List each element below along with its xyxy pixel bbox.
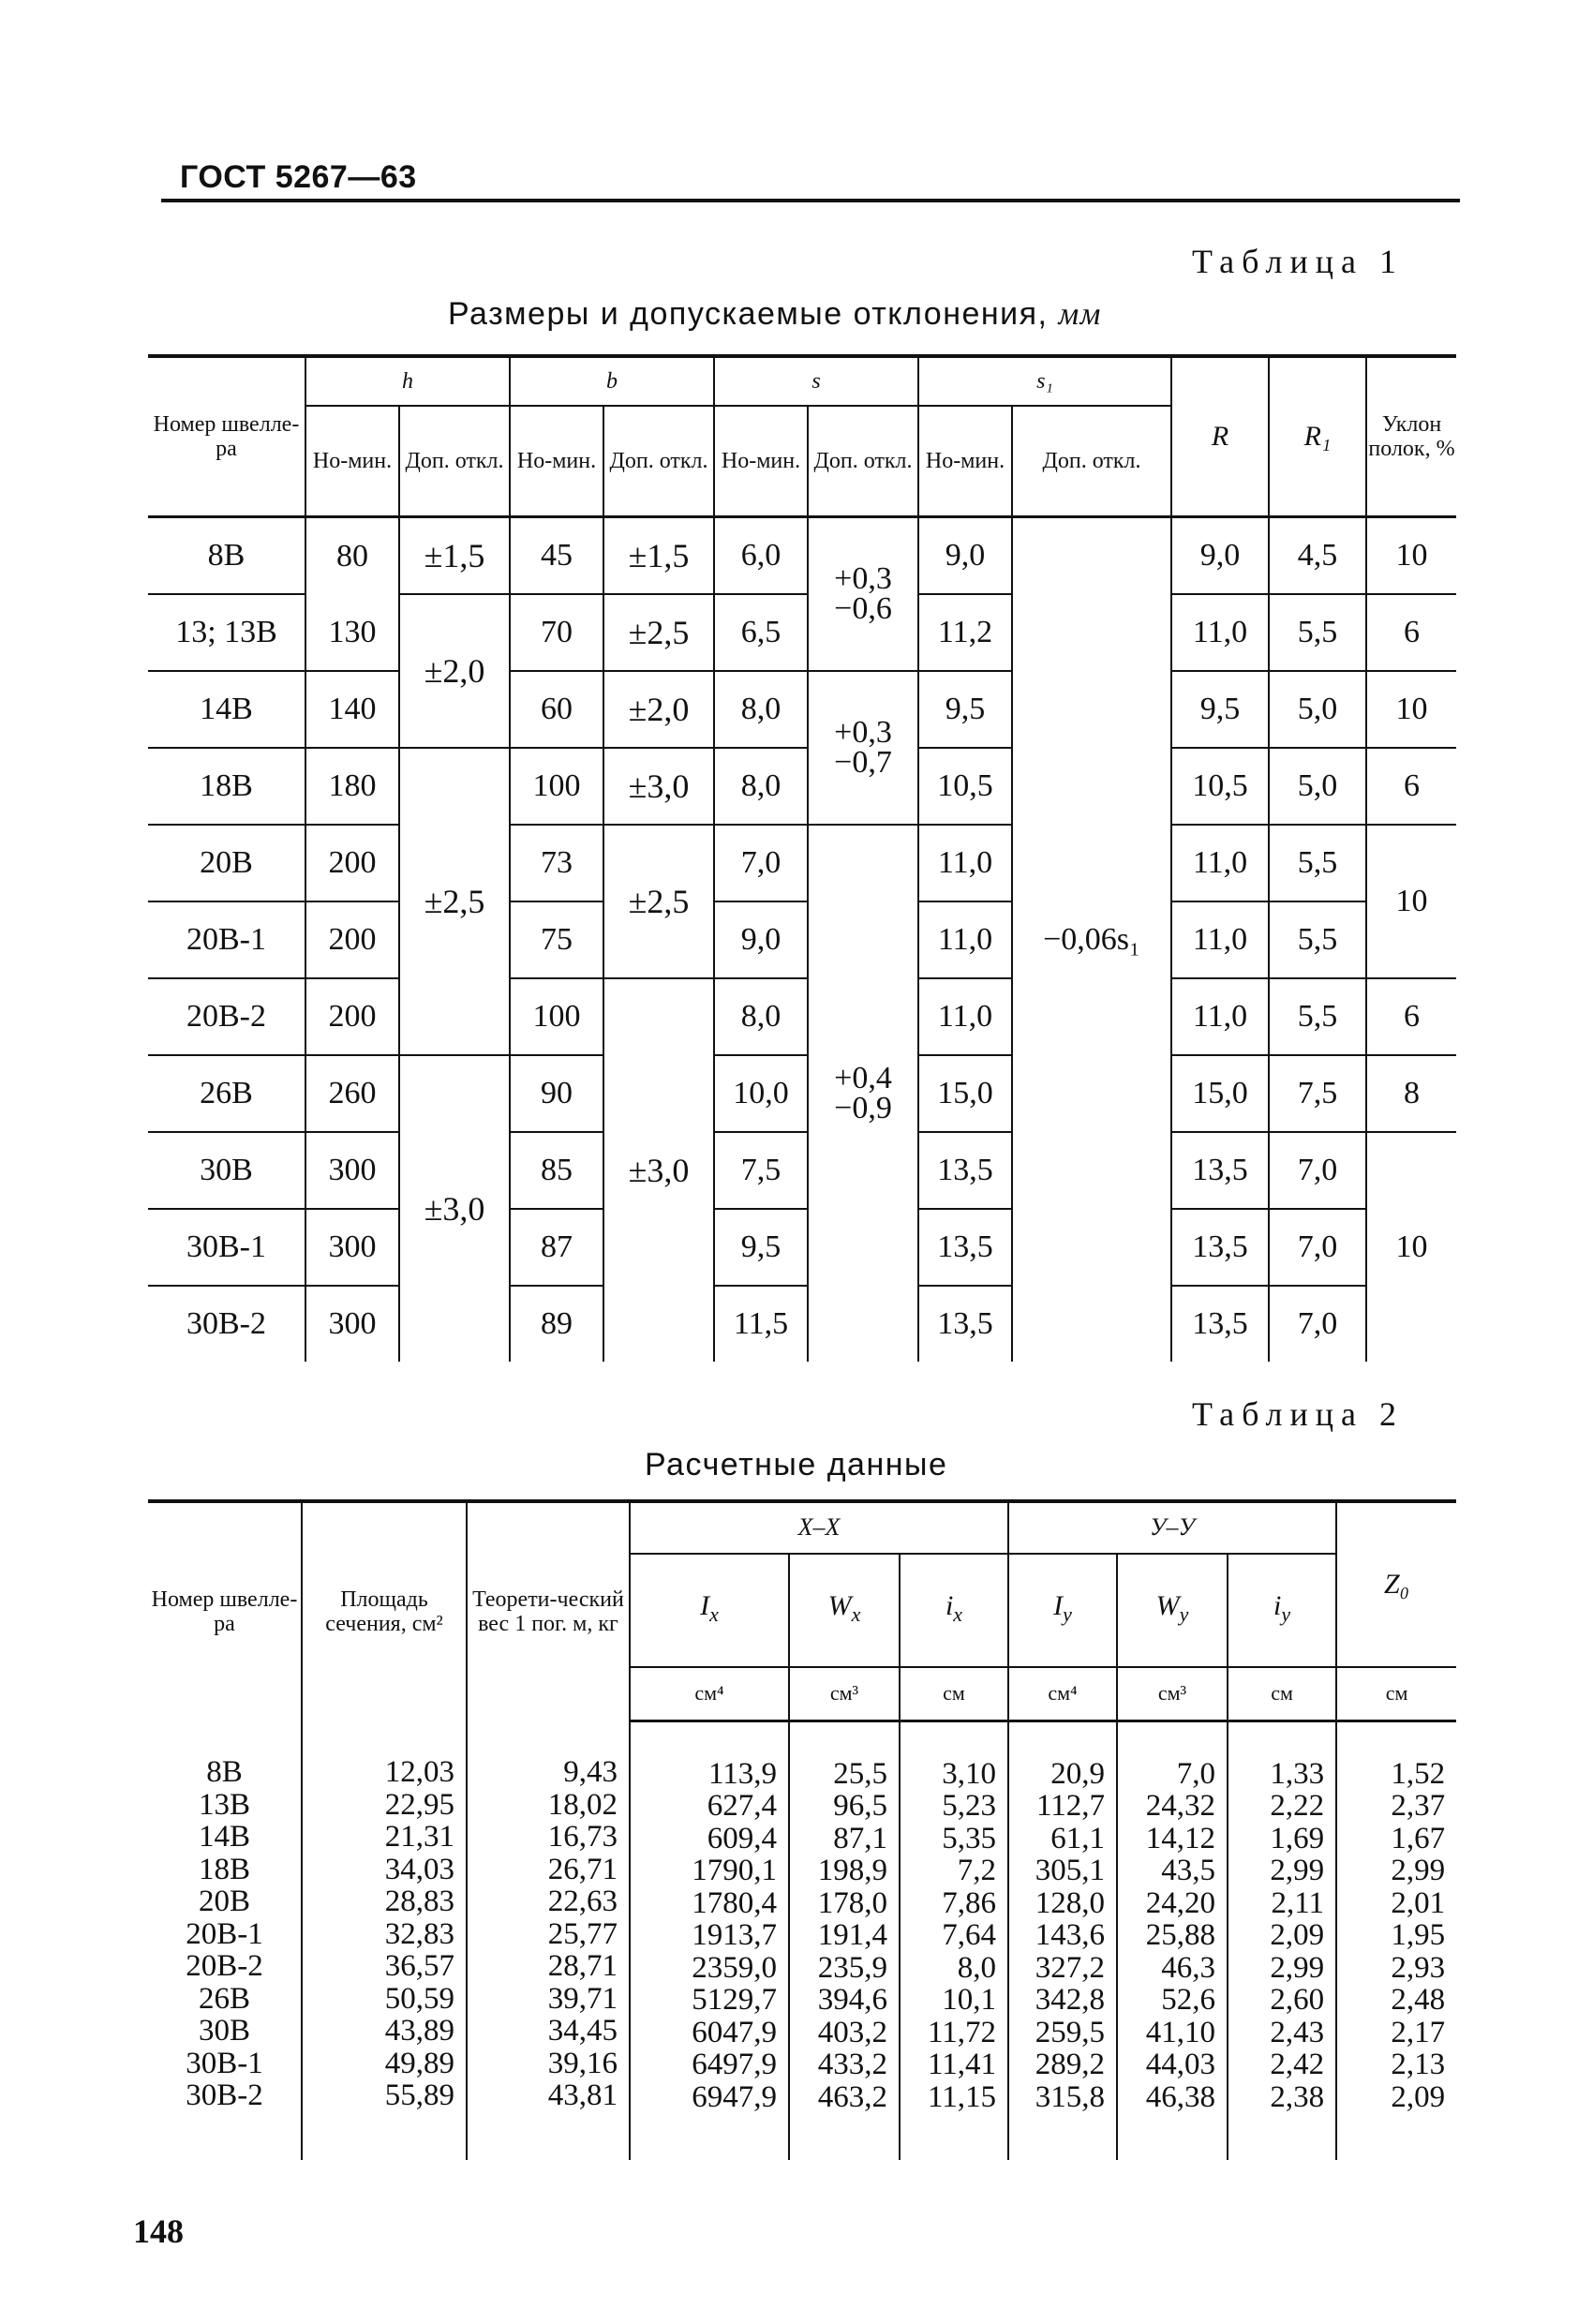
R-value: 13,5 xyxy=(1171,1209,1269,1286)
cell-number: 30В-2 xyxy=(186,2078,263,2112)
cell-Ix: 1913,7 xyxy=(692,1918,777,1952)
cell-Ix: 6947,9 xyxy=(692,2079,777,2114)
R1-value: 7,0 xyxy=(1269,1132,1366,1209)
unit-Wx: см³ xyxy=(789,1667,900,1721)
R-value: 11,0 xyxy=(1171,594,1269,671)
symbol-main: W xyxy=(1155,1589,1180,1621)
cell-Wy: 14,12 xyxy=(1145,1821,1216,1855)
table-row xyxy=(148,901,1456,978)
symbol-subscript: x xyxy=(953,1601,963,1626)
R-value: 11,0 xyxy=(1171,825,1269,901)
row-number: 13; 13В xyxy=(148,594,305,671)
col-Ix xyxy=(630,1721,789,2160)
h-dev: ±2,0 xyxy=(399,594,510,748)
symbol-main: W xyxy=(827,1589,852,1621)
h-nom: 300 xyxy=(305,1132,399,1209)
header-iy xyxy=(1228,1554,1336,1667)
h-nom: 130 xyxy=(305,594,399,671)
cell-Wx: 96,5 xyxy=(833,1789,887,1823)
header-number: Номер швелле-ра xyxy=(148,1501,302,1721)
cell-Wx: 394,6 xyxy=(817,1983,887,2017)
col-number xyxy=(148,1721,302,2160)
header-h: h xyxy=(305,356,510,406)
table-row xyxy=(148,1209,1456,1286)
R1-value: 5,5 xyxy=(1269,594,1366,671)
cell-Wy: 7,0 xyxy=(1176,1756,1216,1791)
cell-Iy: 61,1 xyxy=(1050,1821,1106,1855)
h-dev: ±1,5 xyxy=(399,517,510,595)
header-s-nom: Но-мин. xyxy=(714,406,808,517)
cell-iy: 2,99 xyxy=(1270,1854,1325,1887)
cell-weight: 9,43 xyxy=(563,1755,618,1789)
s1-nom: 9,0 xyxy=(918,517,1012,595)
header-R: R xyxy=(1171,356,1269,517)
h-nom: 200 xyxy=(305,825,399,901)
s1-nom: 13,5 xyxy=(918,1132,1012,1209)
cell-Ix: 1780,4 xyxy=(692,1885,777,1920)
header-rule xyxy=(161,199,1460,202)
header-ix xyxy=(900,1554,1008,1667)
cell-weight: 34,45 xyxy=(547,2014,618,2048)
h-nom: 200 xyxy=(305,901,399,978)
s1-nom: 9,5 xyxy=(918,671,1012,748)
h-nom: 260 xyxy=(305,1055,399,1132)
cell-Z0: 1,95 xyxy=(1391,1918,1446,1952)
b-nom: 87 xyxy=(510,1209,603,1286)
table-row xyxy=(148,1055,1456,1132)
cell-number: 18В xyxy=(198,1852,250,1886)
row-number: 30В xyxy=(148,1132,305,1209)
table2-caption: Расчетные данные xyxy=(645,1447,948,1482)
s1-nom: 11,2 xyxy=(918,594,1012,671)
cell-ix: 5,35 xyxy=(942,1821,997,1855)
cell-area: 55,89 xyxy=(384,2078,454,2112)
h-nom: 300 xyxy=(305,1209,399,1286)
h-dev: ±2,5 xyxy=(399,748,510,1055)
col-Z0 xyxy=(1336,1721,1456,2160)
cell-ix: 5,23 xyxy=(942,1789,997,1823)
R-value: 11,0 xyxy=(1171,978,1269,1055)
header-b-dev: Доп. откл. xyxy=(603,406,714,517)
cell-area: 12,03 xyxy=(384,1755,454,1789)
cell-Wx: 87,1 xyxy=(833,1821,887,1855)
symbol-main: i xyxy=(945,1589,954,1621)
cell-number: 14В xyxy=(198,1820,250,1854)
h-nom: 140 xyxy=(305,671,399,748)
s1-dev: −0,06s₁ xyxy=(1012,517,1171,1363)
cell-Iy: 289,2 xyxy=(1035,2048,1106,2081)
header-b: b xyxy=(510,356,714,406)
R-value: 13,5 xyxy=(1171,1132,1269,1209)
s-nom: 6,5 xyxy=(714,594,808,671)
row-number: 20В-2 xyxy=(148,978,305,1055)
cell-area: 43,89 xyxy=(384,2014,454,2048)
header-s1: s₁ xyxy=(918,356,1171,406)
header-Wy xyxy=(1117,1554,1228,1667)
cell-Ix: 6047,9 xyxy=(692,2015,777,2049)
R-value: 10,5 xyxy=(1171,748,1269,825)
row-number: 20В xyxy=(148,825,305,901)
s1-nom: 13,5 xyxy=(918,1209,1012,1286)
symbol-main: i xyxy=(1273,1589,1282,1621)
cell-ix: 11,41 xyxy=(928,2048,997,2081)
s-nom: 8,0 xyxy=(714,978,808,1055)
col-Wx xyxy=(789,1721,900,2160)
header-weight: Теорети-ческий вес 1 пог. м, кг xyxy=(467,1501,630,1721)
cell-number: 26В xyxy=(198,1981,250,2016)
cell-Z0: 2,48 xyxy=(1391,1983,1446,2017)
header-h-dev: Доп. откл. xyxy=(399,406,510,517)
table1-caption-unit: мм xyxy=(1058,297,1102,332)
symbol-main: I xyxy=(1053,1589,1064,1621)
s-nom: 11,5 xyxy=(714,1286,808,1362)
cell-Z0: 2,17 xyxy=(1391,2015,1446,2049)
s1-nom: 15,0 xyxy=(918,1055,1012,1132)
cell-iy: 2,42 xyxy=(1270,2048,1325,2081)
cell-Z0: 1,67 xyxy=(1391,1821,1446,1855)
cell-iy: 2,43 xyxy=(1270,2015,1325,2049)
cell-Wy: 44,03 xyxy=(1145,2048,1216,2081)
header-s1-nom: Но-мин. xyxy=(918,406,1012,517)
cell-area: 32,83 xyxy=(384,1916,454,1951)
cell-ix: 11,15 xyxy=(928,2079,997,2114)
cell-Wx: 403,2 xyxy=(817,2015,887,2049)
cell-Ix: 1790,1 xyxy=(692,1854,777,1887)
tolerance-part: +0,3 xyxy=(834,715,892,750)
cell-iy: 2,38 xyxy=(1270,2079,1325,2114)
cell-area: 21,31 xyxy=(384,1820,454,1854)
unit-Ix: см⁴ xyxy=(630,1667,789,1721)
b-nom: 45 xyxy=(510,517,603,595)
cell-area: 22,95 xyxy=(384,1787,454,1822)
cell-Iy: 315,8 xyxy=(1035,2079,1106,2114)
cell-weight: 39,71 xyxy=(547,1981,618,2016)
symbol-main: I xyxy=(700,1589,710,1621)
R1-value: 5,0 xyxy=(1269,748,1366,825)
cell-ix: 7,86 xyxy=(942,1885,997,1920)
symbol-subscript: y xyxy=(1281,1601,1291,1626)
s-dev xyxy=(808,517,918,672)
cell-Z0: 2,93 xyxy=(1391,1950,1446,1985)
R-value: 15,0 xyxy=(1171,1055,1269,1132)
cell-Iy: 327,2 xyxy=(1035,1950,1106,1985)
cell-weight: 18,02 xyxy=(547,1787,618,1822)
cell-Z0: 2,37 xyxy=(1391,1789,1446,1823)
table-row xyxy=(148,1286,1456,1362)
cell-area: 36,57 xyxy=(384,1949,454,1983)
b-dev: ±3,0 xyxy=(603,978,714,1362)
cell-number: 30В-1 xyxy=(186,2046,263,2080)
R-value: 13,5 xyxy=(1171,1286,1269,1362)
cell-Wy: 46,3 xyxy=(1161,1950,1216,1985)
h-nom: 180 xyxy=(305,748,399,825)
s-nom: 8,0 xyxy=(714,671,808,748)
row-number: 30В-1 xyxy=(148,1209,305,1286)
cell-Wx: 198,9 xyxy=(817,1854,887,1887)
R-value: 11,0 xyxy=(1171,901,1269,978)
cell-Wy: 43,5 xyxy=(1161,1854,1216,1887)
unit-iy: см xyxy=(1228,1667,1336,1721)
b-nom: 60 xyxy=(510,671,603,748)
cell-Wy: 41,10 xyxy=(1145,2015,1216,2049)
table2-label: Таблица 2 xyxy=(1192,1395,1404,1433)
cell-Ix: 6497,9 xyxy=(692,2048,777,2081)
slope-value: 6 xyxy=(1366,748,1456,825)
s1-nom: 11,0 xyxy=(918,901,1012,978)
data-body xyxy=(148,1721,1456,2160)
symbol-subscript: x xyxy=(851,1601,861,1626)
table1-caption-text: Размеры и допускаемые отклонения, xyxy=(448,296,1049,332)
cell-ix: 10,1 xyxy=(942,1983,997,2017)
b-dev: ±2,5 xyxy=(603,825,714,978)
header-b-nom: Но-мин. xyxy=(510,406,603,517)
page-number: 148 xyxy=(133,2212,184,2250)
calculated-data-table xyxy=(148,1499,1456,2160)
s1-nom: 13,5 xyxy=(918,1286,1012,1362)
tolerance-part: −0,6 xyxy=(834,591,892,626)
R1-value: 7,0 xyxy=(1269,1286,1366,1362)
unit-ix: см xyxy=(900,1667,1008,1721)
cell-iy: 2,22 xyxy=(1270,1789,1325,1823)
cell-number: 13В xyxy=(198,1787,250,1822)
cell-Wx: 178,0 xyxy=(817,1885,887,1920)
tolerance-part: −0,7 xyxy=(834,745,892,780)
cell-weight: 28,71 xyxy=(547,1949,618,1983)
cell-ix: 8,0 xyxy=(957,1950,997,1985)
slope-value: 8 xyxy=(1366,1055,1456,1132)
cell-area: 34,03 xyxy=(384,1852,454,1886)
slope-value: 10 xyxy=(1366,1132,1456,1362)
cell-ix: 7,2 xyxy=(957,1854,997,1887)
header-Iy xyxy=(1008,1554,1117,1667)
tolerance-part: +0,3 xyxy=(834,561,892,596)
cell-Ix: 2359,0 xyxy=(692,1950,777,1985)
standard-header: ГОСТ 5267—63 xyxy=(180,159,417,195)
cell-iy: 1,69 xyxy=(1270,1821,1325,1855)
cell-iy: 1,33 xyxy=(1270,1756,1325,1791)
b-nom: 100 xyxy=(510,978,603,1055)
cell-Z0: 2,13 xyxy=(1391,2048,1446,2081)
b-dev: ±2,5 xyxy=(603,594,714,671)
symbol-subscript: y xyxy=(1063,1601,1072,1626)
header-xx: X–X xyxy=(630,1501,1008,1554)
header-number: Номер швелле-ра xyxy=(148,356,305,517)
b-nom: 100 xyxy=(510,748,603,825)
header-s: s xyxy=(714,356,918,406)
R-value: 9,5 xyxy=(1171,671,1269,748)
b-dev: ±3,0 xyxy=(603,748,714,825)
h-dev: ±3,0 xyxy=(399,1055,510,1362)
b-nom: 70 xyxy=(510,594,603,671)
dimensions-table xyxy=(148,354,1456,1362)
cell-number: 8В xyxy=(206,1755,243,1789)
table-row xyxy=(148,594,1456,671)
cell-Wx: 433,2 xyxy=(817,2048,887,2081)
s1-nom: 11,0 xyxy=(918,978,1012,1055)
cell-Wy: 46,38 xyxy=(1145,2079,1216,2114)
cell-Wy: 24,20 xyxy=(1145,1885,1216,1920)
tolerance-part: −0,9 xyxy=(834,1091,892,1125)
cell-weight: 43,81 xyxy=(547,2078,618,2112)
s-nom: 9,0 xyxy=(714,901,808,978)
cell-weight: 25,77 xyxy=(547,1916,618,1951)
row-number: 26В xyxy=(148,1055,305,1132)
row-number: 18В xyxy=(148,748,305,825)
cell-number: 20В-1 xyxy=(186,1916,263,1951)
b-nom: 75 xyxy=(510,901,603,978)
slope-value: 10 xyxy=(1366,517,1456,595)
cell-area: 50,59 xyxy=(384,1981,454,2016)
table-row xyxy=(148,671,1456,748)
cell-ix: 7,64 xyxy=(942,1918,997,1952)
R1-value: 5,5 xyxy=(1269,901,1366,978)
cell-Z0: 1,52 xyxy=(1391,1756,1446,1791)
row-number: 14В xyxy=(148,671,305,748)
header-Wx xyxy=(789,1554,900,1667)
R1-value: 5,5 xyxy=(1269,978,1366,1055)
s-nom: 7,0 xyxy=(714,825,808,901)
table-row xyxy=(148,1132,1456,1209)
R-value: 9,0 xyxy=(1171,517,1269,595)
slope-value: 6 xyxy=(1366,978,1456,1055)
h-nom: 300 xyxy=(305,1286,399,1362)
cell-Iy: 143,6 xyxy=(1035,1918,1106,1952)
cell-Wy: 52,6 xyxy=(1161,1983,1216,2017)
table-row xyxy=(148,517,1456,595)
b-dev: ±2,0 xyxy=(603,671,714,748)
cell-Ix: 5129,7 xyxy=(692,1983,777,2017)
table-row xyxy=(148,825,1456,901)
cell-iy: 2,60 xyxy=(1270,1983,1325,2017)
b-nom: 89 xyxy=(510,1286,603,1362)
cell-Ix: 113,9 xyxy=(707,1756,777,1791)
slope-value: 10 xyxy=(1366,671,1456,748)
b-nom: 73 xyxy=(510,825,603,901)
b-nom: 90 xyxy=(510,1055,603,1132)
cell-Z0: 2,01 xyxy=(1391,1885,1446,1920)
h-nom: 200 xyxy=(305,978,399,1055)
cell-Ix: 609,4 xyxy=(707,1821,777,1855)
R1-value: 7,0 xyxy=(1269,1209,1366,1286)
cell-number: 20В-2 xyxy=(186,1949,263,1983)
header-slope: Уклон полок, % xyxy=(1366,356,1456,517)
s1-nom: 10,5 xyxy=(918,748,1012,825)
unit-Z0: см xyxy=(1336,1667,1456,1721)
header-Z0: Z₀ xyxy=(1336,1501,1456,1667)
s-dev xyxy=(808,671,918,825)
table1-caption xyxy=(448,296,1102,333)
R1-value: 7,5 xyxy=(1269,1055,1366,1132)
cell-weight: 26,71 xyxy=(547,1852,618,1886)
cell-Z0: 2,99 xyxy=(1391,1854,1446,1887)
unit-Iy: см⁴ xyxy=(1008,1667,1117,1721)
cell-weight: 16,73 xyxy=(547,1820,618,1854)
cell-Wx: 235,9 xyxy=(817,1950,887,1985)
header-s-dev: Доп. откл. xyxy=(808,406,918,517)
table1-label: Таблица 1 xyxy=(1192,243,1404,280)
header-s1-dev: Доп. откл. xyxy=(1012,406,1171,517)
cell-Wx: 463,2 xyxy=(817,2079,887,2114)
header-Ix xyxy=(630,1554,789,1667)
s-nom: 10,0 xyxy=(714,1055,808,1132)
row-number: 30В-2 xyxy=(148,1286,305,1362)
cell-number: 20В xyxy=(198,1885,250,1918)
cell-iy: 2,09 xyxy=(1270,1918,1325,1952)
cell-Wx: 191,4 xyxy=(817,1918,887,1952)
s-nom: 7,5 xyxy=(714,1132,808,1209)
cell-Wy: 25,88 xyxy=(1145,1918,1216,1952)
table-row xyxy=(148,748,1456,825)
cell-area: 28,83 xyxy=(384,1885,454,1918)
cell-Iy: 342,8 xyxy=(1035,1983,1106,2017)
b-dev: ±1,5 xyxy=(603,517,714,595)
cell-Iy: 112,7 xyxy=(1036,1789,1106,1823)
col-iy xyxy=(1228,1721,1336,2160)
col-weight xyxy=(467,1721,630,2160)
symbol-subscript: y xyxy=(1179,1601,1189,1626)
s-nom: 6,0 xyxy=(714,517,808,595)
cell-number: 30В xyxy=(198,2014,250,2048)
R1-value: 4,5 xyxy=(1269,517,1366,595)
cell-Iy: 20,9 xyxy=(1050,1756,1106,1791)
cell-Iy: 128,0 xyxy=(1035,1885,1106,1920)
header-h-nom: Но-мин. xyxy=(305,406,399,517)
col-Iy xyxy=(1008,1721,1117,2160)
symbol-subscript: x xyxy=(709,1601,719,1626)
cell-ix: 11,72 xyxy=(928,2015,997,2049)
col-ix xyxy=(900,1721,1008,2160)
slope-value: 10 xyxy=(1366,825,1456,978)
unit-Wy: см³ xyxy=(1117,1667,1228,1721)
col-Wy xyxy=(1117,1721,1228,2160)
header-R1: R₁ xyxy=(1269,356,1366,517)
s-nom: 8,0 xyxy=(714,748,808,825)
cell-Wy: 24,32 xyxy=(1145,1789,1216,1823)
table-row xyxy=(148,978,1456,1055)
cell-Iy: 259,5 xyxy=(1035,2015,1106,2049)
h-nom: 80 xyxy=(305,517,399,595)
row-number: 20В-1 xyxy=(148,901,305,978)
s-dev xyxy=(808,825,918,1362)
cell-iy: 2,11 xyxy=(1271,1885,1325,1920)
cell-Ix: 627,4 xyxy=(707,1789,777,1823)
cell-area: 49,89 xyxy=(384,2046,454,2080)
cell-Iy: 305,1 xyxy=(1035,1854,1106,1887)
cell-weight: 39,16 xyxy=(547,2046,618,2080)
R1-value: 5,5 xyxy=(1269,825,1366,901)
cell-Wx: 25,5 xyxy=(833,1756,887,1791)
slope-value: 6 xyxy=(1366,594,1456,671)
cell-ix: 3,10 xyxy=(942,1756,997,1791)
s1-nom: 11,0 xyxy=(918,825,1012,901)
header-area: Площадь сечения, см² xyxy=(302,1501,467,1721)
cell-weight: 22,63 xyxy=(547,1885,618,1918)
tolerance-part: +0,4 xyxy=(834,1061,892,1095)
header-yy: У–У xyxy=(1008,1501,1336,1554)
cell-iy: 2,99 xyxy=(1270,1950,1325,1985)
row-number: 8В xyxy=(207,538,246,573)
R1-value: 5,0 xyxy=(1269,671,1366,748)
cell-Z0: 2,09 xyxy=(1391,2079,1446,2114)
b-nom: 85 xyxy=(510,1132,603,1209)
col-area xyxy=(302,1721,467,2160)
s-nom: 9,5 xyxy=(714,1209,808,1286)
